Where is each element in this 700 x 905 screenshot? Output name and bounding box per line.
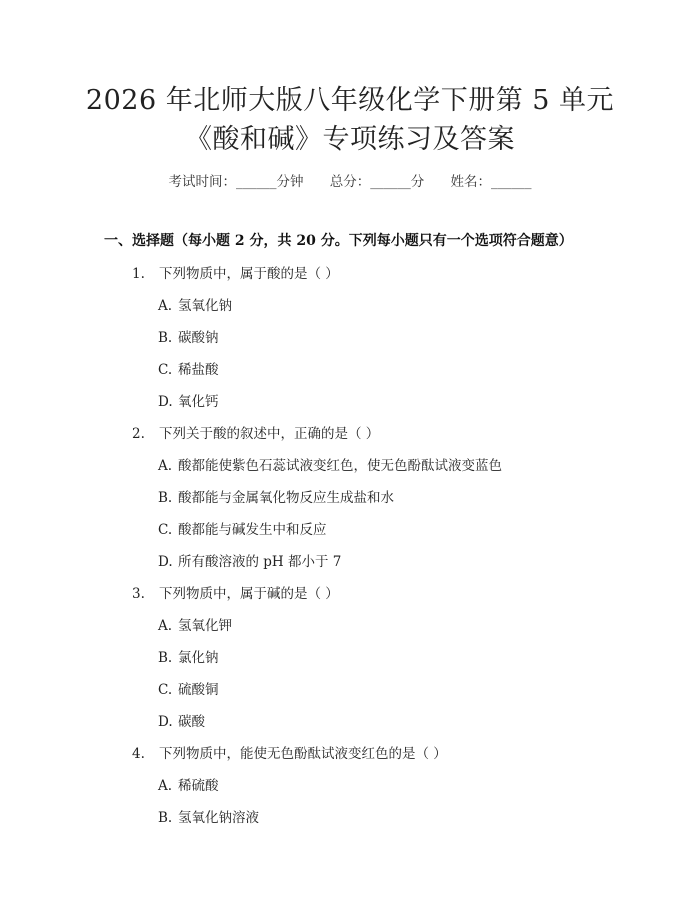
option-letter: A. — [158, 298, 173, 314]
question-number: 2. — [132, 426, 145, 442]
section-heading: 一、选择题（每小题 2 分，共 20 分。下列每小题只有一个选项符合题意） — [104, 233, 573, 249]
document-title-line-1: 2026 年北师大版八年级化学下册第 5 单元 — [85, 85, 615, 116]
question-text: 下列物质中，能使无色酚酞试液变红色的是（ ） — [159, 746, 447, 762]
question-1 — [132, 262, 339, 282]
option-text: 氢氧化钾 — [178, 618, 232, 634]
question-text: 下列物质中，属于酸的是（ ） — [159, 266, 339, 282]
exam-meta — [0, 170, 700, 190]
option-3c — [158, 678, 219, 698]
question-number: 4. — [132, 746, 145, 762]
option-letter: B. — [158, 330, 173, 346]
option-2d — [158, 550, 341, 570]
question-number: 3. — [132, 586, 145, 602]
option-letter: A. — [158, 618, 173, 634]
question-text: 下列物质中，属于碱的是（ ） — [159, 586, 339, 602]
option-3b — [158, 646, 219, 666]
option-text: 硫酸铜 — [178, 682, 219, 698]
option-letter: D. — [158, 394, 173, 410]
option-letter: D. — [158, 714, 173, 730]
option-3a — [158, 614, 232, 634]
question-2 — [132, 422, 379, 442]
option-1c — [158, 358, 219, 378]
option-text: 稀盐酸 — [178, 362, 219, 378]
option-1d — [158, 390, 219, 410]
question-text: 下列关于酸的叙述中，正确的是（ ） — [159, 426, 380, 442]
option-letter: B. — [158, 650, 173, 666]
option-text: 酸都能使紫色石蕊试液变红色，使无色酚酞试液变蓝色 — [178, 458, 502, 474]
option-2a — [158, 454, 502, 474]
student-name: 姓名：______ — [450, 174, 532, 190]
option-letter: B. — [158, 810, 173, 826]
option-letter: B. — [158, 490, 173, 506]
option-letter: A. — [158, 778, 173, 794]
option-letter: D. — [158, 554, 173, 570]
question-number: 1. — [132, 266, 145, 282]
option-text: 碳酸钠 — [178, 330, 219, 346]
option-3d — [158, 710, 205, 730]
option-2c — [158, 518, 327, 538]
option-text: 氢氧化钠 — [178, 298, 232, 314]
option-text: 所有酸溶液的 pH 都小于 7 — [178, 554, 342, 570]
option-2b — [158, 486, 394, 506]
question-3 — [132, 582, 339, 602]
option-1b — [158, 326, 219, 346]
option-1a — [158, 294, 232, 314]
exam-score: 总分：______分 — [329, 174, 425, 190]
option-text: 碳酸 — [178, 714, 205, 730]
option-text: 酸都能与金属氧化物反应生成盐和水 — [178, 490, 394, 506]
option-4a — [158, 774, 219, 794]
question-4 — [132, 742, 447, 762]
option-letter: C. — [158, 522, 173, 538]
option-text: 酸都能与碱发生中和反应 — [178, 522, 327, 538]
option-text: 氯化钠 — [178, 650, 219, 666]
option-text: 稀硫酸 — [178, 778, 219, 794]
exam-time: 考试时间：______分钟 — [168, 174, 304, 190]
option-text: 氢氧化钠溶液 — [178, 810, 259, 826]
option-4b — [158, 806, 259, 826]
option-letter: A. — [158, 458, 173, 474]
option-letter: C. — [158, 362, 173, 378]
document-title-line-2: 《酸和碱》专项练习及答案 — [185, 124, 515, 155]
option-text: 氧化钙 — [178, 394, 219, 410]
option-letter: C. — [158, 682, 173, 698]
